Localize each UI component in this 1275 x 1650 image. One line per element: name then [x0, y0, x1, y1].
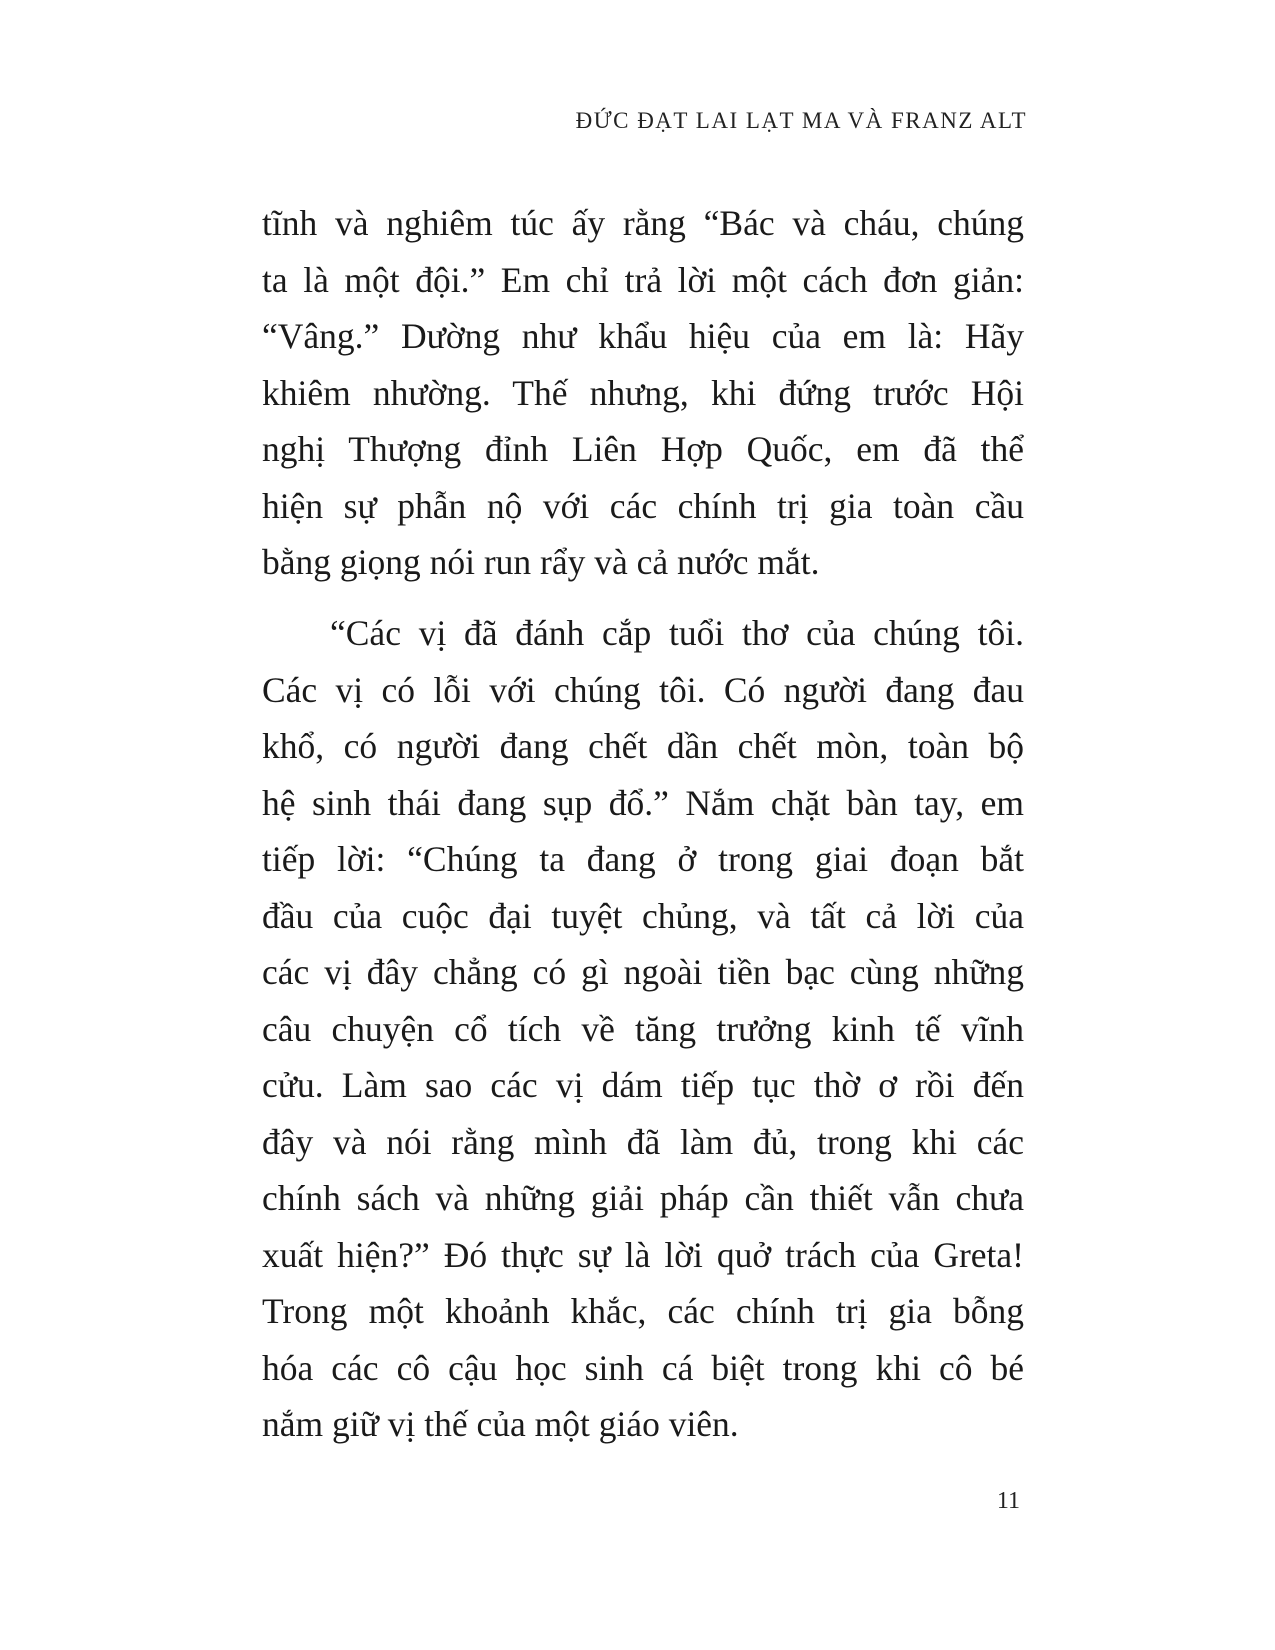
text-line: xuất hiện?” Đó thực sự là lời quở trách của Greta! [262, 1234, 1024, 1275]
text-line: hiện sự phẫn nộ với các chính trị gia toàn cầu [262, 485, 1024, 526]
text-line: chính sách và những giải pháp cần thiết vẫn chưa [262, 1178, 1024, 1218]
running-header: ĐỨC ĐẠT LAI LẠT MA VÀ FRANZ ALT [575, 108, 1027, 133]
text-line: “Các vị đã đánh cắp tuổi thơ của chúng tôi. [330, 613, 1024, 653]
page-number: 11 [996, 1488, 1020, 1514]
text-line: đầu của cuộc đại tuyệt chủng, và tất cả lời của [262, 895, 1024, 936]
text-line: Các vị có lỗi với chúng tôi. Có người đang đau [262, 669, 1024, 710]
text-line: khổ, có người đang chết dần chết mòn, toàn bộ [262, 726, 1024, 766]
text-line: tiếp lời: “Chúng ta đang ở trong giai đoạn bắt [262, 839, 1024, 879]
text-line: bằng giọng nói run rẩy và cả nước mắt. [262, 542, 820, 582]
text-line: tĩnh và nghiêm túc ấy rằng “Bác và cháu, chúng [262, 203, 1024, 243]
text-line: nghị Thượng đỉnh Liên Hợp Quốc, em đã thể [262, 429, 1024, 469]
text-line: “Vâng.” Dường như khẩu hiệu của em là: Hãy [262, 316, 1024, 356]
text-line: cửu. Làm sao các vị dám tiếp tục thờ ơ rồi đến [262, 1065, 1024, 1105]
text-line: hệ sinh thái đang sụp đổ.” Nắm chặt bàn tay, em [262, 782, 1024, 823]
text-line: đây và nói rằng mình đã làm đủ, trong khi các [262, 1121, 1024, 1162]
paragraph-2 [262, 605, 1024, 1453]
text-line: ta là một đội.” Em chỉ trả lời một cách đơn giản: [262, 259, 1024, 300]
text-line: câu chuyện cổ tích về tăng trưởng kinh tế vĩnh [262, 1008, 1024, 1049]
paragraph-1 [262, 195, 1024, 591]
text-line: khiêm nhường. Thế nhưng, khi đứng trước Hội [262, 372, 1024, 413]
text-line: Trong một khoảnh khắc, các chính trị gia bỗng [262, 1291, 1024, 1331]
text-line: các vị đây chẳng có gì ngoài tiền bạc cùng những [262, 952, 1024, 992]
text-line: hóa các cô cậu học sinh cá biệt trong khi cô bé [262, 1347, 1024, 1388]
text-line: nắm giữ vị thế của một giáo viên. [262, 1404, 739, 1444]
